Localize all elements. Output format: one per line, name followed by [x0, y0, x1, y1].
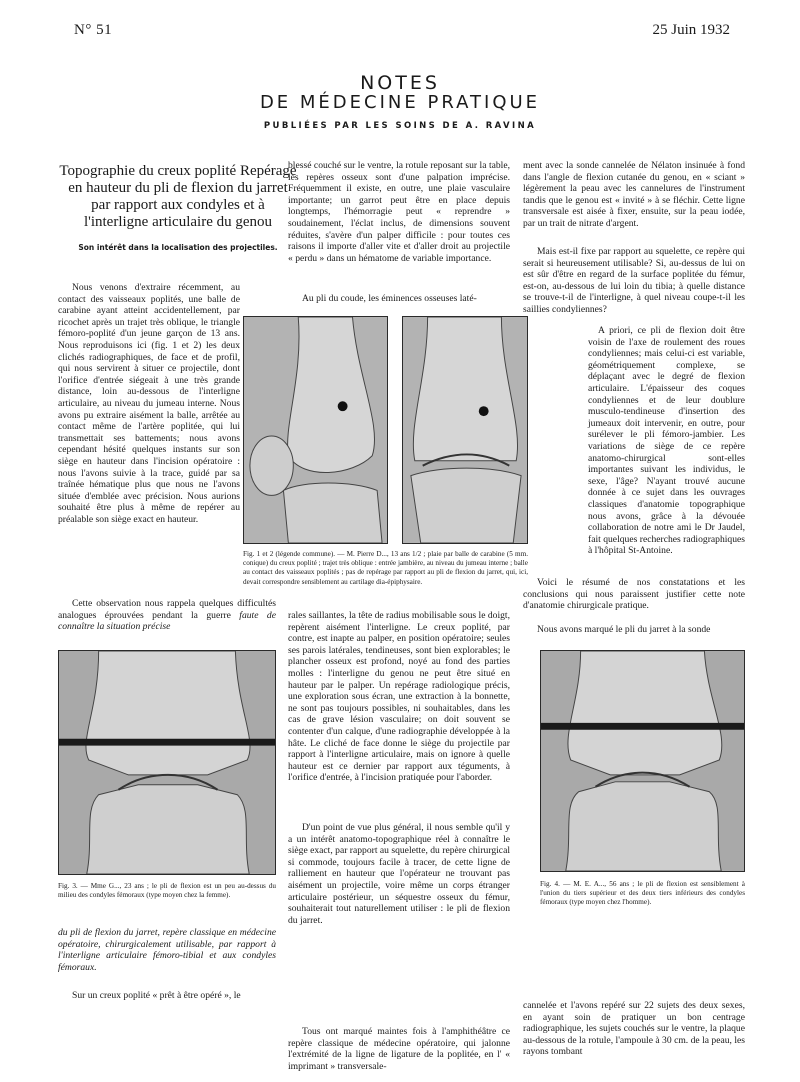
- fig2-radiograph: [402, 316, 528, 544]
- col3-paragraph-4: Voici le résumé de nos constatations et les conclusions qui nous paraissent justifier cette note d'anatomie chirurgicale pratique.: [523, 577, 745, 612]
- col3-paragraph-6: cannelée et l'avons repéré sur 22 sujets des deux sexes, en ayant soin de pratiquer un bon centrage radiographique, les sujets couchés sur le ventre, la plaque au-dessous de la rotule, l'ampoule à 30 cm. de la peau, les rayons tombant: [523, 1000, 745, 1058]
- col3-paragraph-3: A priori, ce pli de flexion doit être voisin de l'axe de roulement des roues condyliennes; mais celui-ci est variable, géométriquement complexe, se déplaçant avec le degré de flexion articulaire. L'épaisseur des coques condyliennes et de leur doublure musculo-tendineuse d'insertion des jumeaux doit intervenir, en outre, pour surélever le pli fémoro-jambier. Les variations de siège de ce repère anatomo-chirurgical sont-elles importantes suivant les individus, le sexe, l'âge? N'ayant trouvé aucune donnée à ce sujet dans les ouvrages classiques d'anatomie topographique nous avons, grâce à la dévouée collaboration de notre ami le Dr Jaudel, fait quelques recherches radiographiques à l'hôpital St-Antoine.: [588, 325, 745, 557]
- issue-number: N° 51: [74, 22, 113, 38]
- fig3-caption: Fig. 3. — Mme G..., 23 ans ; le pli de flexion est un peu au-dessus du milieu des condyles fémoraux (type moyen chez la femme).: [58, 882, 276, 900]
- fig4-caption: Fig. 4. — M. E. A..., 56 ans ; le pli de flexion est sensiblement à l'union du tiers supérieur et des deux tiers inférieurs des condyles fémoraux (type moyen chez l'homme).: [540, 880, 745, 907]
- article-subtitle: Son intérêt dans la localisation des projectiles.: [78, 243, 278, 252]
- col1-paragraph-3: du pli de flexion du jarret, repère classique en médecine opératoire, chirurgicalement utilisable, par rapport à l'interligne articulaire fémoro-tibial et aux condyles fémoraux.: [58, 927, 276, 973]
- masthead-title: DE MÉDECINE PRATIQUE: [259, 92, 541, 113]
- col2-paragraph-5: Tous ont marqué maintes fois à l'amphithéâtre ce repère classique de médecine opératoire, qui jalonne l'extrémité de la ligne de ligature de la poplitée, en l' « imprimant » transversale-: [288, 1026, 510, 1072]
- fig3-radiograph: [58, 650, 276, 875]
- col1-paragraph-2: Cette observation nous rappela quelques difficultés analogues éprouvées pendant la guerre faute de connaître la situation précise: [58, 598, 276, 633]
- masthead-editor: PUBLIÉES PAR LES SOINS DE A. RAVINA: [263, 121, 537, 131]
- article-title: Topographie du creux poplité Repérage en hauteur du pli de flexion du jarret par rapport aux condyles et à l'interligne articulaire du genou: [59, 163, 297, 230]
- issue-date: 25 Juin 1932: [652, 22, 730, 38]
- col2-paragraph-4: D'un point de vue plus général, il nous semble qu'il y a un intérêt anatomo-topographique réel à connaître le siège exact, par rapport au squelette, du repère chirurgical si commode, toujours facile à tracer, de cette ligne de ralliement en hauteur que l'opérateur ne trouvant pas aisément un projectile, voire même un corps étranger articulaire postérieur, un séquestre osseux du fémur, souhaiterait tout naturellement utiliser : le pli de flexion du jarret.: [288, 822, 510, 926]
- col2-paragraph-1: blessé couché sur le ventre, la rotule reposant sur la table, les repères osseux sont d'une palpation imprécise. Fréquemment il existe, en outre, une plaie vasculaire importante; un garrot peut être en place depuis longtemps, l'hémorragie peut « reprendre » soudainement, l'éclat inclus, de dimensions souvent réduites, s'avère d'un palper difficile : pour toutes ces raisons il importe d'aller vite et d'aller droit au projectile « perdu » dans un hématome de variable importance.: [288, 160, 510, 264]
- col1-paragraph-1: Nous venons d'extraire récemment, au contact des vaisseaux poplités, une balle de carabine ayant atteint accidentellement, par ricochet après un trajet très oblique, le triangle fémoro-poplité d'un jeune garçon de 13 ans. Nous reproduisons ici (fig. 1 et 2) les deux clichés radiographiques, de face et de profil, qui nous servirent à situer ce projectile, dont l'orifice d'entrée siégeait à une très grande distance, loin au-dessous de l'interligne articulaire, au niveau du jumeau interne. Nous avons pu extraire aisément la balle, arrêtée au contact même de l'artère poplitée, qui lui transmettait ses battements; nous avons cependant hésité quelques instants sur son siège en hauteur dans l'incision opératoire : nous l'avons suivie à la trace, guidé par sa traînée hématique plus que nous ne l'avons située d'emblée avec précision. Nous aurions souhaité être plus à même de repérer au préalable son siège exact en hauteur.: [58, 282, 240, 525]
- col1-paragraph-4: Sur un creux poplité « prêt à être opéré », le: [72, 990, 241, 1001]
- col3-paragraph-2: Mais est-il fixe par rapport au squelette, ce repère qui serait si heureusement utilisable? Si, au-dessus de lui on est sûr d'être en regard de la surface poplitée du fémur, est-on, au-dessous de lui loin du tibia; à quelle distance se trouve-t-il de l'interligne, à quel niveau coupe-t-il les saillies condyliennes?: [523, 246, 745, 315]
- fig4-radiograph: [540, 650, 745, 872]
- fig1-radiograph: [243, 316, 388, 544]
- col3-paragraph-1: ment avec la sonde cannelée de Nélaton insinuée à fond dans l'angle de flexion cutanée du genou, en « sciant » légèrement la peau avec les cannelures de l'instrument tandis que le genou est « invité » à se fléchir. Cette ligne transversale est aisée à fixer, ensuite, sur la peau iodée, par un trait de nitrate d'argent.: [523, 160, 745, 229]
- col2-paragraph-2: Au pli du coude, les éminences osseuses laté-: [302, 293, 477, 304]
- masthead-notes: NOTES: [360, 72, 440, 94]
- col3-paragraph-5: Nous avons marqué le pli du jarret à la sonde: [537, 624, 711, 635]
- fig12-caption: Fig. 1 et 2 (légende commune). — M. Pierre D..., 13 ans 1/2 ; plaie par balle de carabine (5 mm. conique) du creux poplité ; trajet très oblique : entrée jambière, au niveau du jumeau interne ; balle au contact des vaisseaux poplités ; pas de repérage par rapport au pli de flexion du jarret, qui, ici, devait correspondre sensiblement au cartilage dia-épiphysaire.: [243, 550, 528, 586]
- col2-paragraph-3: rales saillantes, la tête de radius mobilisable sous le doigt, repèrent aisément l'interligne. Le creux poplité, par contre, est inapte au palper, en position opératoire; seules ses parois latérales, tendineuses, sont bien explorables; le plancher osseux est profond, noyé au fond des parties molles : l'interligne du genou ne peut être situé en hauteur par le palper. Un repérage radiologique précis, une exploration sous écran, une extraction à la bonnette, ne sont pas toujours possibles, ni souhaitables, dans les cas de grave lésion vasculaire; on doit souvent se contenter d'un calque, d'une radiographie développée à la hâte. Le cliché de face donne le siège du projectile par rapport à l'interligne articulaire, mais on ignore à quelle hauteur est ce dernier par rapport aux téguments, à l'orifice d'entrée, à l'incision pratiquée pour l'aborder.: [288, 610, 510, 784]
